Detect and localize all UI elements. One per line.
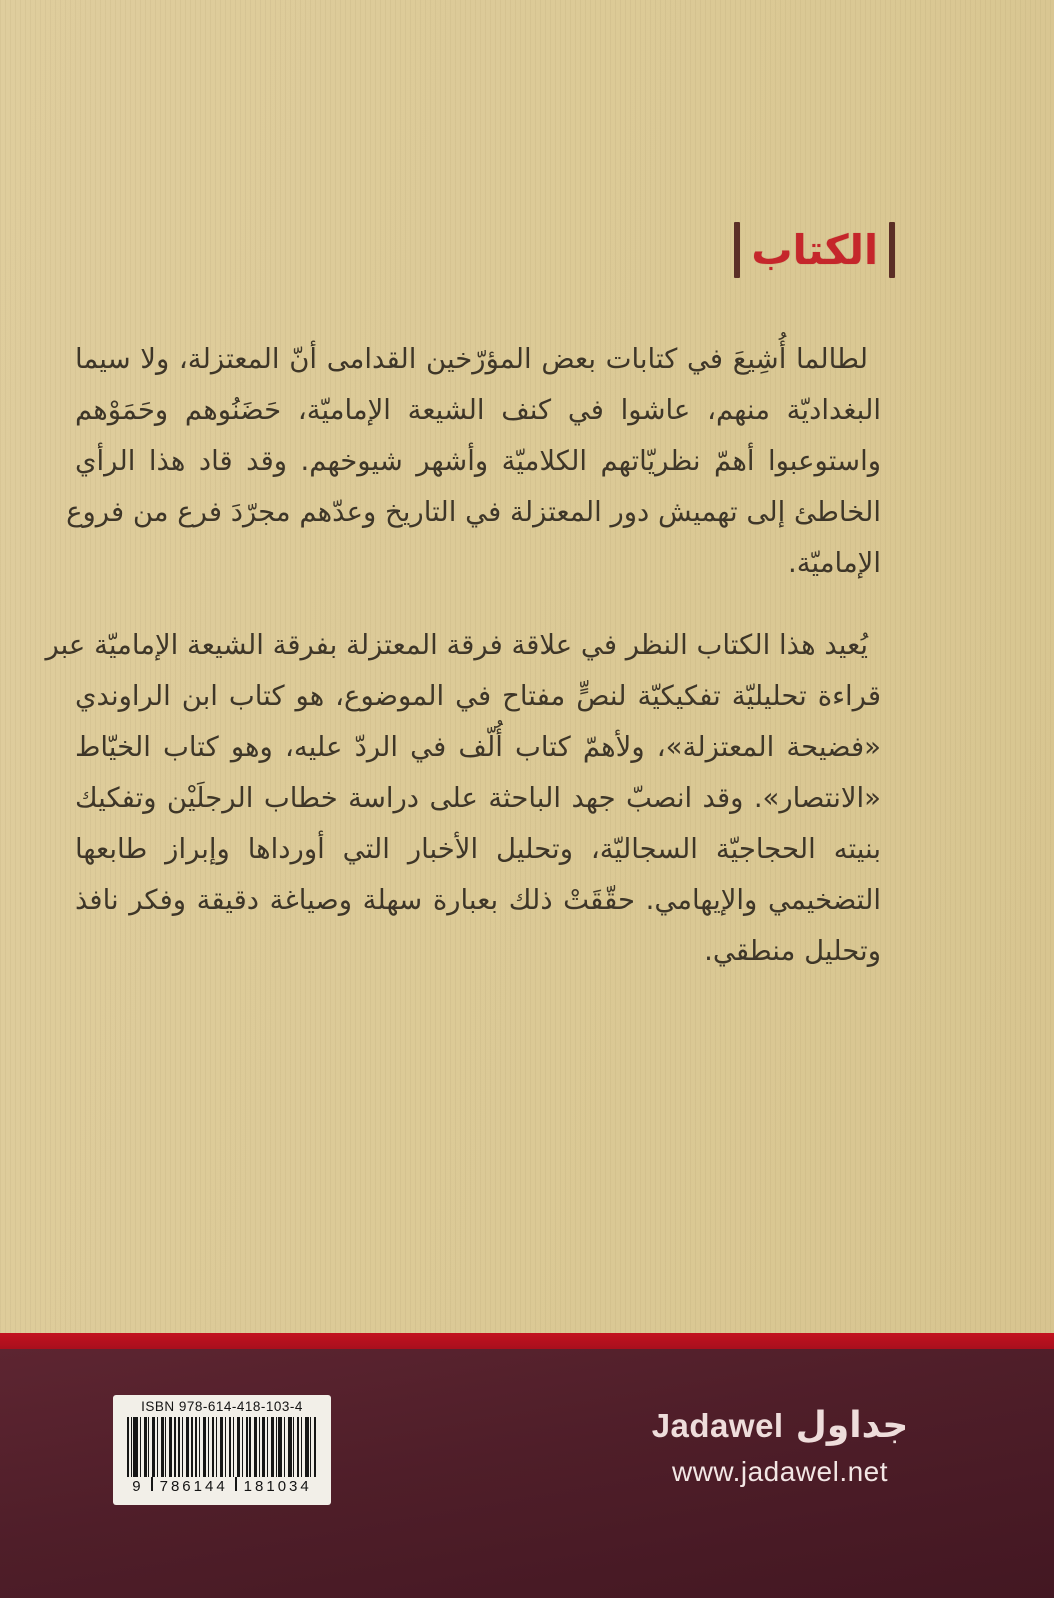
isbn-number: ISBN 978-614-418-103-4 xyxy=(141,1399,303,1414)
blurb-line: الإماميّة. xyxy=(788,547,881,579)
blurb-line: «الانتصار». وقد انصبّ جهد الباحثة على دراسة خطاب الرجلَيْن وتفكيك xyxy=(75,782,881,814)
heading-right-bar xyxy=(889,222,895,278)
blurb-line: التضخيمي والإيهامي. حقّقَتْ ذلك بعبارة سهلة وصياغة دقيقة وفكر نافذ xyxy=(75,884,881,916)
barcode-guard-bar xyxy=(151,1477,153,1491)
barcode-bars xyxy=(127,1417,317,1477)
barcode-digits xyxy=(113,1478,331,1496)
barcode-digit-group: 9 xyxy=(132,1478,144,1495)
publisher-name-latin: Jadawel xyxy=(651,1407,784,1444)
blurb-line: وتحليل منطقي. xyxy=(704,935,881,967)
isbn-barcode-label xyxy=(113,1395,331,1505)
blurb-line: الخاطئ إلى تهميش دور المعتزلة في التاريخ وعدّهم مجرّدَ فرع من فروع xyxy=(66,496,881,528)
publisher-name-arabic: جداول xyxy=(795,1405,909,1446)
red-accent-strip xyxy=(0,1333,1054,1349)
publisher-block xyxy=(651,1398,909,1488)
publisher-website: www.jadawel.net xyxy=(671,1456,889,1487)
barcode-digit-group: 181034 xyxy=(243,1478,312,1495)
blurb-paragraph-1 xyxy=(66,334,881,589)
blurb-paragraph-2 xyxy=(45,620,881,977)
heading-left-bar xyxy=(734,222,740,278)
back-cover-blurb xyxy=(45,334,881,1008)
blurb-line: قراءة تحليليّة تفكيكيّة لنصٍّ مفتاح في الموضوع، هو كتاب ابن الراوندي xyxy=(75,680,881,712)
blurb-line: واستوعبوا أهمّ نظريّاتهم الكلاميّة وأشهر شيوخهم. وقد قاد هذا الرأي xyxy=(75,445,881,477)
blurb-line: لطالما أُشِيعَ في كتابات بعض المؤرّخين القدامى أنّ المعتزلة، ولا سيما xyxy=(75,343,868,375)
blurb-line: يُعيد هذا الكتاب النظر في علاقة فرقة المعتزلة بفرقة الشيعة الإماميّة عبر xyxy=(45,629,868,661)
section-heading xyxy=(734,222,895,278)
blurb-line: «فضيحة المعتزلة»، ولأهمّ كتاب أُلّف في الردّ عليه، وهو كتاب الخيّاط xyxy=(75,731,881,763)
barcode-digit-group: 786144 xyxy=(159,1478,228,1495)
section-title: الكتاب xyxy=(751,226,878,274)
blurb-line: البغداديّة منهم، عاشوا في كنف الشيعة الإماميّة، حَضَنُوهم وحَمَوْهم xyxy=(75,394,881,426)
publisher-logo xyxy=(651,1398,909,1454)
blurb-line: بنيته الحجاجيّة السجاليّة، وتحليل الأخبار التي أورداها وإبراز طابعها xyxy=(75,833,881,865)
barcode-guard-bar xyxy=(235,1477,237,1491)
